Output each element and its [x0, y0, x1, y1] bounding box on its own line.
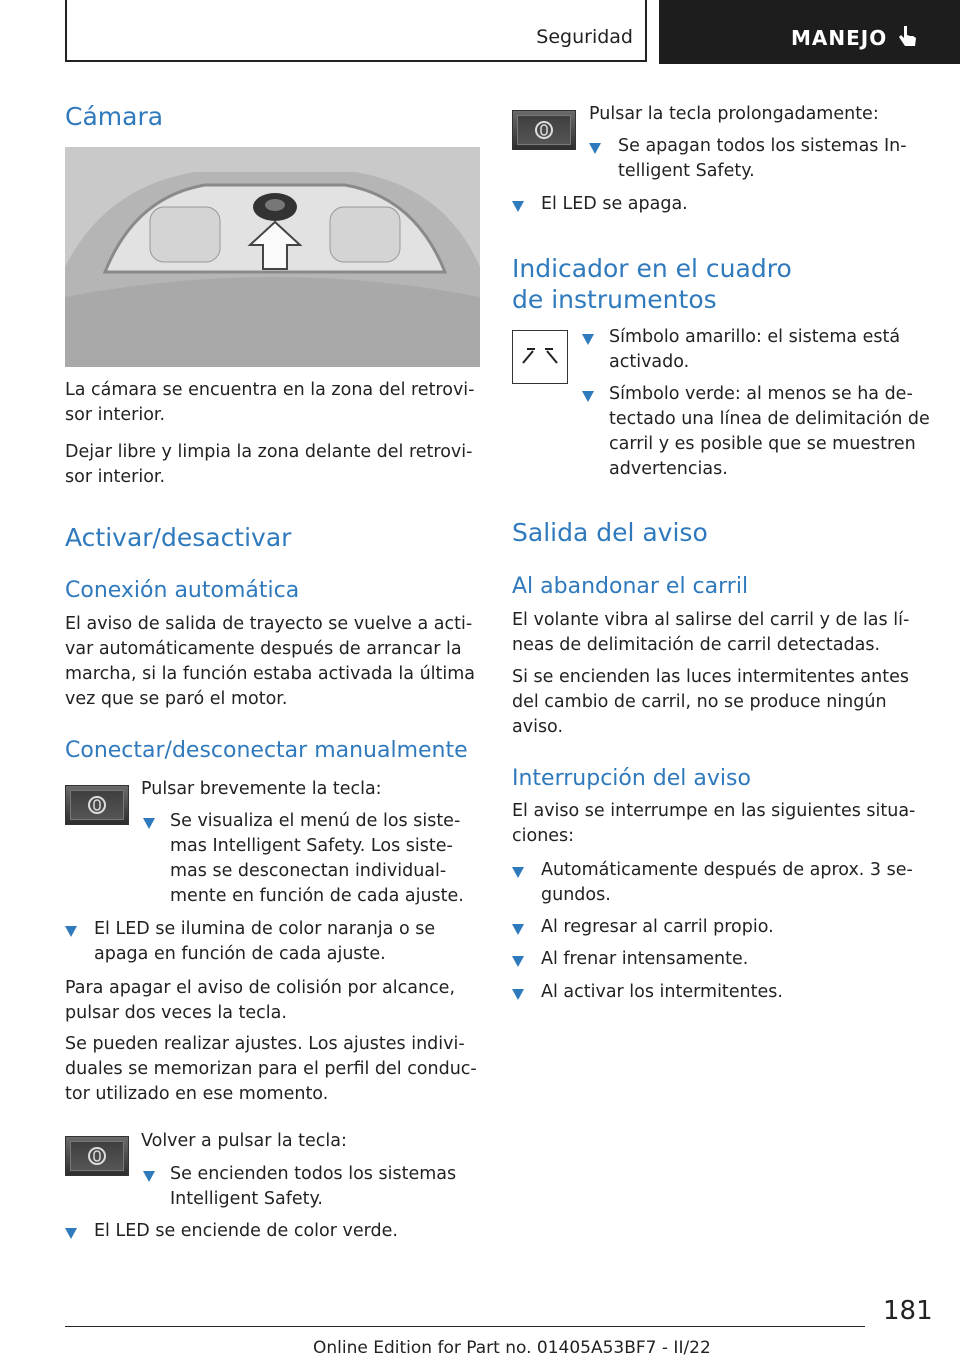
bullet-icon: [582, 334, 594, 345]
rear-window-camera-image: [65, 147, 480, 367]
footer-divider: [65, 1326, 865, 1327]
bullet-icon: [589, 143, 601, 154]
page-number: 181: [883, 1296, 933, 1326]
intelligent-safety-button-image: [65, 1136, 129, 1176]
safety-button-icon: [87, 1146, 107, 1166]
bullet-icon: [65, 1228, 77, 1239]
bullet-icon: [143, 818, 155, 829]
camera-heading: Cámara: [65, 102, 164, 131]
interrupt-bullet-1: Automáticamente después de aprox. 3 se- gundos.: [541, 860, 913, 905]
manual-heading: Conectar/desconectar manualmente: [65, 738, 468, 763]
activate-heading: Activar/desactivar: [65, 523, 292, 552]
header-chapter-title: MANEJO: [791, 26, 888, 50]
led-bullet-2: El LED se enciende de color verde.: [94, 1221, 398, 1241]
lane-departure-indicator-image: [512, 330, 568, 384]
intelligent-safety-button-image: [512, 110, 576, 150]
output-heading: Salida del aviso: [512, 518, 708, 547]
leave-lane-text: El volante vibra al salirse del carril y de las lí- neas de delimitación de carril detectadas.: [512, 610, 910, 655]
auto-heading: Conexión automática: [65, 578, 300, 603]
bullet-icon: [512, 989, 524, 1000]
safety-button-icon: [534, 120, 554, 140]
bullet-icon: [512, 956, 524, 967]
indicator-green-bullet: Símbolo verde: al menos se ha de- tectado una línea de delimitación de carril y es posible que se muestren advertencias.: [609, 384, 930, 479]
header-chapter-tab[interactable]: [659, 0, 960, 64]
bullet-icon: [512, 924, 524, 935]
indicator-heading: Indicador en el cuadro de instrumentos: [512, 254, 792, 314]
blinker-text: Si se encienden las luces intermitentes antes del cambio de carril, no se produce ningún aviso.: [512, 667, 909, 737]
again-press-bullet: Se encienden todos los sistemas Intelligent Safety.: [170, 1164, 457, 1209]
interrupt-bullet-4: Al activar los intermitentes.: [541, 982, 783, 1002]
safety-button-icon: [87, 795, 107, 815]
bullet-icon: [512, 867, 524, 878]
header-section-title: Seguridad: [536, 26, 633, 48]
pointing-hand-icon: [895, 24, 919, 50]
camera-clear-text: Dejar libre y limpia la zona delante del retrovi- sor interior.: [65, 442, 473, 487]
led-off-bullet: El LED se apaga.: [541, 194, 688, 214]
collision-text: Para apagar el aviso de colisión por alcance, pulsar dos veces la tecla.: [65, 978, 456, 1023]
bullet-icon: [582, 391, 594, 402]
interrupt-text: El aviso se interrumpe en las siguientes situa- ciones:: [512, 801, 916, 846]
bullet-icon: [512, 201, 524, 212]
interrupt-heading: Interrupción del aviso: [512, 766, 751, 791]
leave-lane-heading: Al abandonar el carril: [512, 574, 749, 599]
indicator-yellow-bullet: Símbolo amarillo: el sistema está activado.: [609, 327, 901, 372]
lane-departure-icon: [513, 331, 567, 383]
interrupt-bullet-2: Al regresar al carril propio.: [541, 917, 774, 937]
again-press-text: Volver a pulsar la tecla:: [141, 1131, 347, 1151]
bullet-icon: [65, 926, 77, 937]
long-press-bullet: Se apagan todos los sistemas In- telligent Safety.: [618, 136, 907, 181]
short-press-bullet: Se visualiza el menú de los siste- mas Intelligent Safety. Los siste- mas se desconectan individual- mente en función de cada ajuste.: [170, 811, 464, 906]
settings-text: Se pueden realizar ajustes. Los ajustes indivi- duales se memorizan para el perfil del conduc- tor utilizado en ese momento.: [65, 1034, 477, 1104]
footer-edition: Online Edition for Part no. 01405A53BF7 - II/22: [313, 1338, 711, 1358]
header-section-box: [65, 0, 647, 62]
interrupt-bullet-3: Al frenar intensamente.: [541, 949, 749, 969]
auto-text: El aviso de salida de trayecto se vuelve a acti- var automáticamente después de arrancar la marcha, si la función estaba activada la última vez que se paró el motor.: [65, 614, 476, 709]
camera-location-text: La cámara se encuentra en la zona del retrovi- sor interior.: [65, 380, 475, 425]
short-press-text: Pulsar brevemente la tecla:: [141, 779, 382, 799]
bullet-icon: [143, 1171, 155, 1182]
car-interior-illustration: [65, 147, 480, 367]
led-bullet-1: El LED se ilumina de color naranja o se apaga en función de cada ajuste.: [94, 919, 436, 964]
long-press-text: Pulsar la tecla prolongadamente:: [589, 104, 879, 124]
intelligent-safety-button-image: [65, 785, 129, 825]
